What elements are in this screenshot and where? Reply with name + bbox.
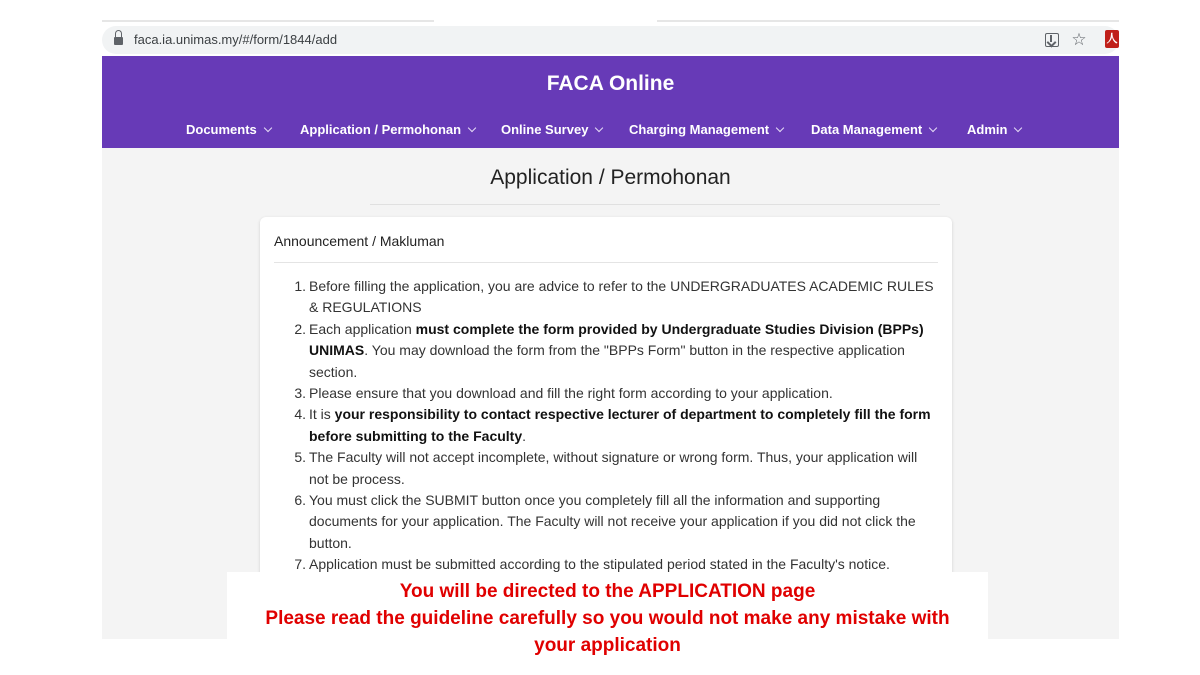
lock-icon[interactable] [114,34,123,45]
list-item [274,404,939,447]
notice-line-2: Please read the guideline carefully so you would not make any mistake with [265,608,950,629]
divider [274,262,938,263]
menu-online-survey[interactable]: Online Survey [501,122,602,137]
notice-line-1: You will be directed to the APPLICATION page [399,581,816,602]
chevron-down-icon [264,124,272,132]
chevron-down-icon [1014,124,1022,132]
list-item-text: You must click the SUBMIT button once you completely fill all the information and supporting documents for your application. The Faculty will not receive your application if you did not click the button. [309,492,916,551]
list-item [274,490,939,554]
menu-data-management[interactable]: Data Management [811,122,936,137]
list-item-number: 5. [294,449,306,466]
page-viewport [102,56,1119,639]
list-item-text: Before filling the application, you are advice to refer to the UNDERGRADUATES ACADEMIC RULES & REGULATIONS [309,278,934,316]
list-item-number: 2. [294,320,306,337]
address-bar[interactable] [102,26,1119,54]
page-title: Application / Permohonan [490,166,731,189]
list-item-text: The Faculty will not accept incomplete, without signature or wrong form. Thus, your application will not be process. [309,449,918,487]
instruction-overlay [227,572,988,675]
main-menu [102,122,1119,142]
list-item-number: 3. [294,385,306,402]
announcement-header: Announcement / Makluman [274,233,445,249]
list-item-text: . [522,427,527,444]
star-icon[interactable]: ☆ [1071,30,1087,49]
brand-title[interactable]: FACA Online [546,72,675,95]
chevron-down-icon [929,124,937,132]
emphasis-text: must complete the form provided by Undergraduate Studies Division (BPPs) UNIMAS [309,320,924,359]
top-navbar [102,56,1119,148]
chevron-down-icon [776,124,784,132]
notice-line-3: your application [534,635,681,656]
list-item [274,447,939,490]
list-item-number: 1. [294,278,306,294]
menu-application[interactable]: Application / Permohonan [300,122,475,137]
list-item-number: 7. [294,556,306,573]
list-item-number: 4. [294,406,306,423]
tab-strip-divider [102,20,434,22]
list-item [274,319,939,383]
install-icon[interactable] [1042,30,1062,50]
menu-charging-management[interactable]: Charging Management [629,122,783,137]
tab-strip-divider [657,20,1119,22]
list-item-text: It is [309,406,335,423]
chevron-down-icon [595,124,603,132]
list-item [274,383,939,404]
chevron-down-icon [468,124,476,132]
pdf-extension-icon[interactable]: 人 [1105,30,1119,48]
menu-admin[interactable]: Admin [967,122,1021,137]
emphasis-text: your responsibility to contact respective lecturer of department to completely fill the form before submitting to the Faculty [309,406,931,444]
list-item-text: Each application [309,320,416,337]
list-item-number: 6. [294,492,306,509]
list-item [274,276,939,319]
list-item-text: . You may download the form from the "BPPs Form" button in the respective application section. [309,342,905,380]
list-item-text: Please ensure that you download and fill the right form according to your application. [309,385,833,402]
divider [370,204,940,205]
list-item-text: Application must be submitted according to the stipulated period stated in the Faculty's notice. [309,556,890,573]
url-text[interactable]: faca.ia.unimas.my/#/form/1844/add [134,32,338,47]
menu-documents[interactable]: Documents [186,122,271,137]
announcement-list [274,276,939,576]
